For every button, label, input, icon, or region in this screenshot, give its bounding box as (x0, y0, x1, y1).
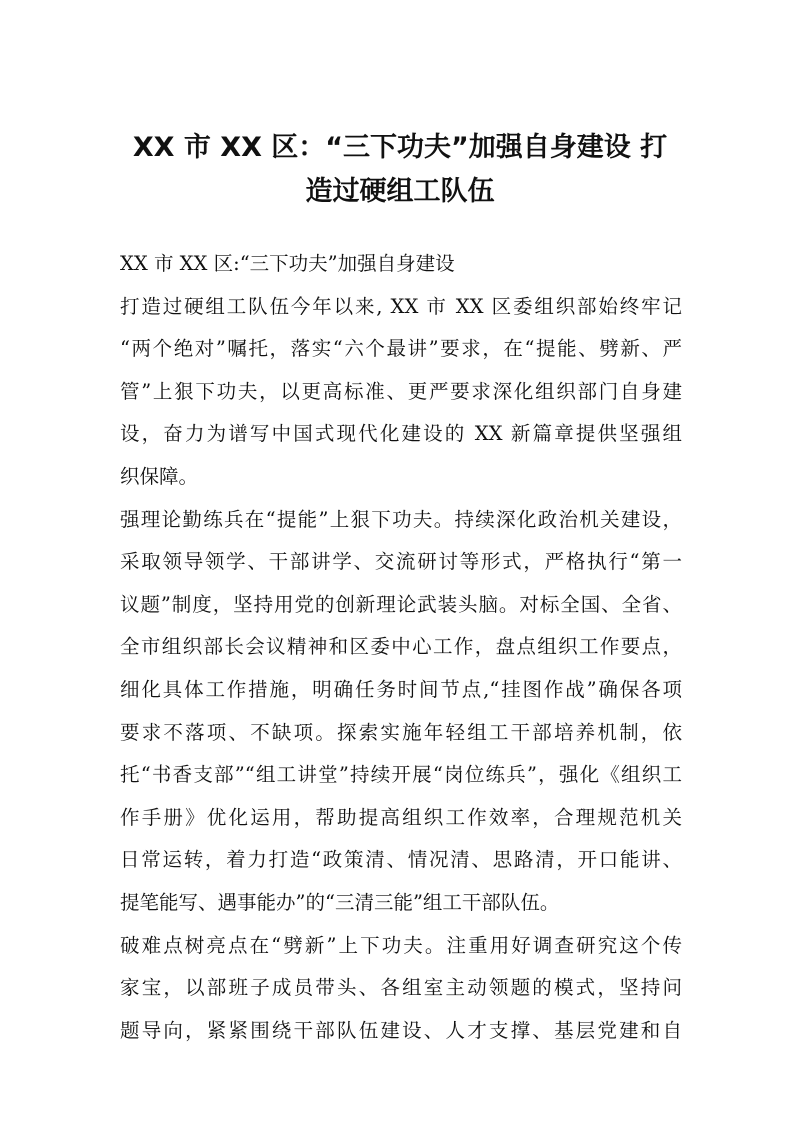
text-line: 管”上狠下功夫，以更高标准、更严要求深化组织部门自身建 (120, 379, 682, 403)
text-line: 破难点树亮点在“劈新”上下功夫。注重用好调查研究这个传 (120, 933, 682, 957)
text-line: 家宝，以部班子成员带头、各组室主动领题的模式，坚持问 (120, 976, 682, 1000)
title-line: 造过硬组工队伍 (305, 176, 495, 207)
text-line: “两个绝对”嘱托，落实“六个最讲”要求，在“提能、劈新、严 (120, 337, 682, 361)
paragraph (120, 925, 682, 1053)
text-line: 织保障。 (120, 464, 199, 488)
text-line: 设，奋力为谱写中国式现代化建设的 XX 新篇章提供坚强组 (120, 422, 682, 446)
document-body (120, 243, 682, 1052)
text-line: XX 市 XX 区:“三下功夫”加强自身建设 (120, 252, 455, 275)
text-line: 要求不落项、不缺项。探索实施年轻组工干部培养机制，依 (120, 720, 682, 744)
text-line: 提笔能写、遇事能办”的“三清三能”组工干部队伍。 (120, 890, 560, 914)
text-line: 日常运转，着力打造“政策清、情况清、思路清，开口能讲、 (120, 848, 682, 872)
text-line: 打造过硬组工队伍今年以来, XX 市 XX 区委组织部始终牢记 (120, 294, 682, 318)
text-line: 题导向，紧紧围绕干部队伍建设、人才支撑、基层党建和自 (120, 1018, 682, 1042)
document-title (110, 126, 690, 214)
text-line: 作手册》优化运用，帮助提高组织工作效率，合理规范机关 (120, 805, 682, 829)
title-line: XX 市 XX 区：“三下功夫”加强自身建设 打 (132, 132, 668, 163)
paragraph (120, 243, 682, 286)
text-line: 采取领导领学、干部讲学、交流研讨等形式，严格执行“第一 (120, 550, 682, 574)
text-line: 细化具体工作措施，明确任务时间节点,“挂图作战”确保各项 (120, 677, 682, 701)
text-line: 全市组织部长会议精神和区委中心工作，盘点组织工作要点， (120, 635, 682, 659)
paragraph (120, 499, 682, 925)
text-line: 议题”制度，坚持用党的创新理论武装头脑。对标全国、全省、 (120, 592, 682, 616)
paragraph (120, 286, 682, 499)
text-line: 托“书香支部”“组工讲堂”持续开展“岗位练兵”，强化《组织工 (120, 763, 682, 787)
text-line: 强理论勤练兵在“提能”上狠下功夫。持续深化政治机关建设， (120, 507, 682, 531)
